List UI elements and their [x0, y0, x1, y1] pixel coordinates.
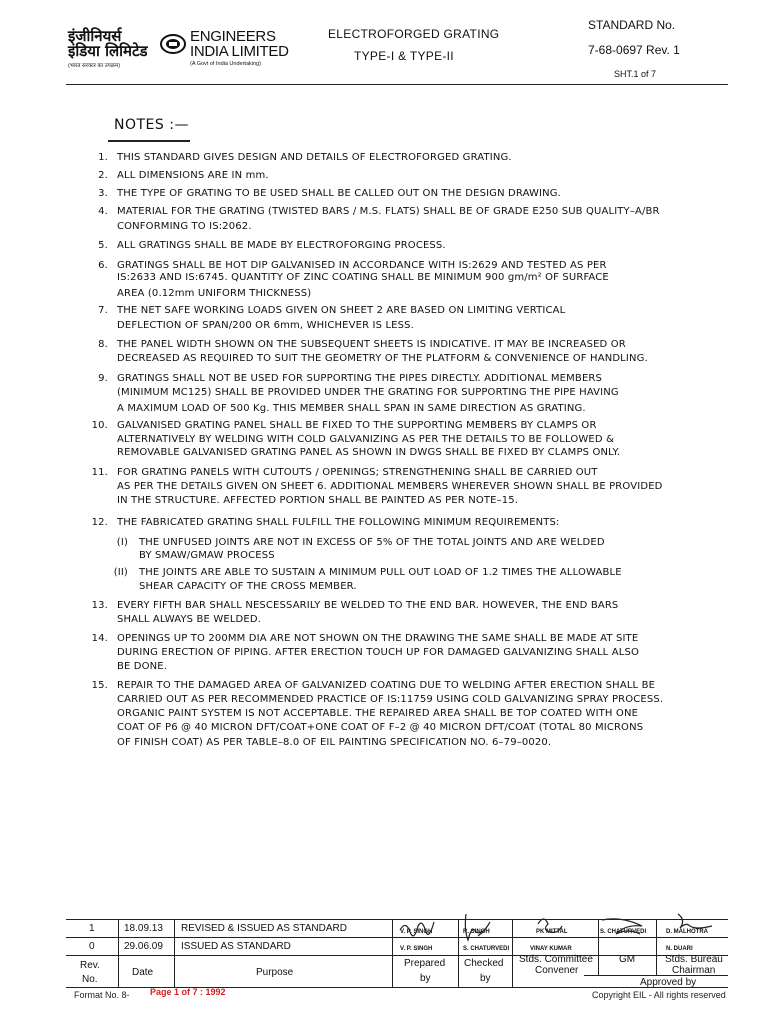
- note-text-line: MATERIAL FOR THE GRATING (TWISTED BARS / M.S. FLATS) SHALL BE OF GRADE E250 SUB QUALITY–A/BR: [117, 206, 660, 217]
- note-text-line: BY SMAW/GMAW PROCESS: [139, 550, 275, 561]
- checked-by-name: S. CHATURVEDI: [463, 946, 510, 952]
- table-col-divider: [118, 919, 119, 987]
- rev-date: 29.06.09: [124, 941, 163, 952]
- note-number: 15.: [91, 680, 108, 691]
- note-text-line: ALTERNATIVELY BY WELDING WITH COLD GALVANIZING AS PER THE DETAILS TO BE FOLLOWED &: [117, 434, 615, 445]
- note-number: 6.: [98, 260, 108, 271]
- note-number: 12.: [91, 517, 108, 528]
- note-text-line: SHALL ALWAYS BE WELDED.: [117, 614, 262, 625]
- note-text-line: THE FABRICATED GRATING SHALL FULFILL THE FOLLOWING MINIMUM REQUIREMENTS:: [117, 517, 560, 528]
- note-text-line: THE JOINTS ARE ABLE TO SUSTAIN A MINIMUM PULL OUT LOAD OF 1.2 TIMES THE ALLOWABLE: [139, 567, 622, 578]
- header-divider: [66, 84, 728, 85]
- standard-label: STANDARD No.: [588, 18, 676, 32]
- note-text-line: DEFLECTION OF SPAN/200 OR 6mm, WHICHEVER IS LESS.: [117, 320, 414, 331]
- approval-signatures: [396, 910, 726, 950]
- notes-heading: NOTES :—: [114, 117, 189, 133]
- logo-english-line2: INDIA LIMITED: [190, 43, 289, 60]
- note-text-line: BE DONE.: [117, 661, 168, 672]
- header-prepared-by: by: [420, 973, 431, 984]
- header-chairman: Chairman: [672, 965, 716, 976]
- eil-emblem-icon: [160, 31, 186, 57]
- company-logo: [68, 28, 298, 72]
- logo-english-line1: ENGINEERS: [190, 28, 276, 45]
- logo-english-subtitle: (A Govt of India Undertaking): [190, 61, 261, 67]
- note-text-line: COAT OF P6 @ 40 MICRON DFT/COAT+ONE COAT OF F–2 @ 40 MICRON DFT/COAT (TOTAL 80 MICRONS: [117, 722, 644, 733]
- logo-hindi-subtitle: (भारत सरकार का उपक्रम): [68, 63, 121, 69]
- chairman-name: D. MALHOTRA: [666, 929, 708, 935]
- convener-name: VINAY KUMAR: [530, 946, 572, 952]
- page-stamp: Page 1 of 7 : 1992: [150, 987, 226, 997]
- table-col-divider: [174, 919, 175, 987]
- convener-name: PK MITTAL: [536, 929, 568, 935]
- header-prepared: Prepared: [404, 958, 446, 969]
- note-text-line: FOR GRATING PANELS WITH CUTOUTS / OPENINGS; STRENGTHENING SHALL BE CARRIED OUT: [117, 467, 598, 478]
- note-text-line: SHEAR CAPACITY OF THE CROSS MEMBER.: [139, 581, 357, 592]
- note-number: 9.: [98, 373, 108, 384]
- note-text-line: (MINIMUM MC125) SHALL BE PROVIDED UNDER THE GRATING FOR SUPPORTING THE PIPE HAVING: [117, 387, 619, 398]
- note-text-line: GRATINGS SHALL NOT BE USED FOR SUPPORTING THE PIPES DIRECTLY. ADDITIONAL MEMBERS: [117, 373, 603, 384]
- format-number: Format No. 8-: [74, 990, 130, 1000]
- note-number: 10.: [91, 420, 108, 431]
- note-text-line: THIS STANDARD GIVES DESIGN AND DETAILS OF ELECTROFORGED GRATING.: [117, 152, 512, 163]
- note-text-line: REMOVABLE GALVANISED GRATING PANEL AS SHOWN IN DWGS SHALL BE FIXED BY CLAMPS ONLY.: [117, 447, 621, 458]
- header-committee: Stds. Committee: [519, 954, 593, 965]
- header-purpose: Purpose: [256, 967, 294, 978]
- note-text-line: THE PANEL WIDTH SHOWN ON THE SUBSEQUENT SHEETS IS INDICATIVE. IT MAY BE INCREASED OR: [117, 339, 626, 350]
- note-text-line: THE TYPE OF GRATING TO BE USED SHALL BE CALLED OUT ON THE DESIGN DRAWING.: [117, 188, 562, 199]
- copyright-notice: Copyright EIL - All rights reserved: [592, 990, 726, 1000]
- note-text-line: AREA (0.12mm UNIFORM THICKNESS): [117, 288, 312, 299]
- table-col-divider: [392, 919, 393, 987]
- sheet-number: SHT.1 of 7: [614, 69, 657, 79]
- note-number: (I): [116, 537, 128, 548]
- note-number: 5.: [98, 240, 108, 251]
- rev-purpose: ISSUED AS STANDARD: [181, 941, 291, 952]
- header-rev: Rev.: [80, 960, 100, 971]
- header-no: No.: [82, 974, 98, 985]
- checked-by-name: R. SINGH: [463, 929, 490, 935]
- standard-number: 7-68-0697 Rev. 1: [588, 43, 680, 57]
- note-text-line: AS PER THE DETAILS GIVEN ON SHEET 6. ADDITIONAL MEMBERS WHEREVER SHOWN SHALL BE PROVIDED: [117, 481, 663, 492]
- prepared-by-name: V. P. SINGH: [400, 946, 433, 952]
- note-text-line: ALL GRATINGS SHALL BE MADE BY ELECTROFORGING PROCESS.: [117, 240, 446, 251]
- note-text-line: DURING ERECTION OF PIPING. AFTER ERECTION TOUCH UP FOR DAMAGED GALVANIZING SHALL ALSO: [117, 647, 639, 658]
- header-date: Date: [132, 967, 154, 978]
- note-text-line: CARRIED OUT AS PER RECOMMENDED PRACTICE OF IS:11759 USING COLD GALVANIZING SPRAY PROCESS.: [117, 694, 664, 705]
- note-text-line: OF FINISH COAT) AS PER TABLE–8.0 OF EIL PAINTING SPECIFICATION NO. 6–79–0020.: [117, 737, 552, 748]
- note-number: 4.: [98, 206, 108, 217]
- note-text-line: DECREASED AS REQUIRED TO SUIT THE GEOMETRY OF THE PLATFORM & CONVENIENCE OF HANDLING.: [117, 353, 648, 364]
- note-text-line: A MAXIMUM LOAD OF 500 Kg. THIS MEMBER SHALL SPAN IN SAME DIRECTION AS GRATING.: [117, 403, 586, 414]
- header-checked-by: by: [480, 973, 491, 984]
- document-title-line1: ELECTROFORGED GRATING: [328, 27, 500, 41]
- note-text-line: IS:2633 AND IS:6745. QUANTITY OF ZINC COATING SHALL BE MINIMUM 900 gm/m² OF SURFACE: [117, 272, 609, 283]
- note-text-line: EVERY FIFTH BAR SHALL NESCESSARILY BE WELDED TO THE END BAR. HOWEVER, THE END BARS: [117, 600, 619, 611]
- header-checked: Checked: [464, 958, 504, 969]
- logo-hindi-line2: इंडिया लिमिटेड: [68, 42, 148, 60]
- header-gm: GM: [619, 954, 636, 965]
- note-number: (II): [113, 567, 128, 578]
- document-title-line2: TYPE-I & TYPE-II: [354, 49, 454, 63]
- note-text-line: CONFORMING TO IS:2062.: [117, 221, 252, 232]
- note-number: 11.: [91, 467, 108, 478]
- prepared-by-name: V. P. SINGH: [400, 929, 433, 935]
- note-text-line: ORGANIC PAINT SYSTEM IS NOT ACCEPTABLE. THE REPAIRED AREA SHALL BE TOP COATED WITH ONE: [117, 708, 639, 719]
- note-number: 7.: [98, 305, 108, 316]
- chairman-name: N. DUARI: [666, 946, 693, 952]
- note-number: 14.: [91, 633, 108, 644]
- note-number: 8.: [98, 339, 108, 350]
- gm-name: S. CHATURVEDI: [600, 929, 647, 935]
- note-number: 13.: [91, 600, 108, 611]
- note-text-line: IN THE STRUCTURE. AFFECTED PORTION SHALL BE PAINTED AS PER NOTE–15.: [117, 495, 519, 506]
- note-text-line: GRATINGS SHALL BE HOT DIP GALVANISED IN ACCORDANCE WITH IS:2629 AND TESTED AS PER: [117, 260, 607, 271]
- logo-hindi-line1: इंजीनियर्स: [68, 27, 122, 45]
- note-text-line: ALL DIMENSIONS ARE IN mm.: [117, 170, 269, 181]
- rev-number: 0: [89, 941, 95, 952]
- rev-date: 18.09.13: [124, 923, 163, 934]
- header-approved-by: Approved by: [640, 977, 697, 988]
- rev-number: 1: [89, 923, 95, 934]
- header-bureau: Stds. Bureau: [665, 954, 723, 965]
- note-text-line: REPAIR TO THE DAMAGED AREA OF GALVANIZED COATING DUE TO WELDING AFTER ERECTION SHALL BE: [117, 680, 656, 691]
- note-number: 3.: [98, 188, 108, 199]
- note-text-line: OPENINGS UP TO 200MM DIA ARE NOT SHOWN ON THE DRAWING THE SAME SHALL BE MADE AT SITE: [117, 633, 639, 644]
- note-text-line: THE UNFUSED JOINTS ARE NOT IN EXCESS OF 5% OF THE TOTAL JOINTS AND ARE WELDED: [139, 537, 605, 548]
- note-number: 2.: [98, 170, 108, 181]
- note-text-line: GALVANISED GRATING PANEL SHALL BE FIXED TO THE SUPPORTING MEMBERS BY CLAMPS OR: [117, 420, 597, 431]
- rev-purpose: REVISED & ISSUED AS STANDARD: [181, 923, 347, 934]
- header-convener: Convener: [535, 965, 579, 976]
- note-number: 1.: [98, 152, 108, 163]
- note-text-line: THE NET SAFE WORKING LOADS GIVEN ON SHEET 2 ARE BASED ON LIMITING VERTICAL: [117, 305, 566, 316]
- notes-heading-underline: [108, 140, 190, 142]
